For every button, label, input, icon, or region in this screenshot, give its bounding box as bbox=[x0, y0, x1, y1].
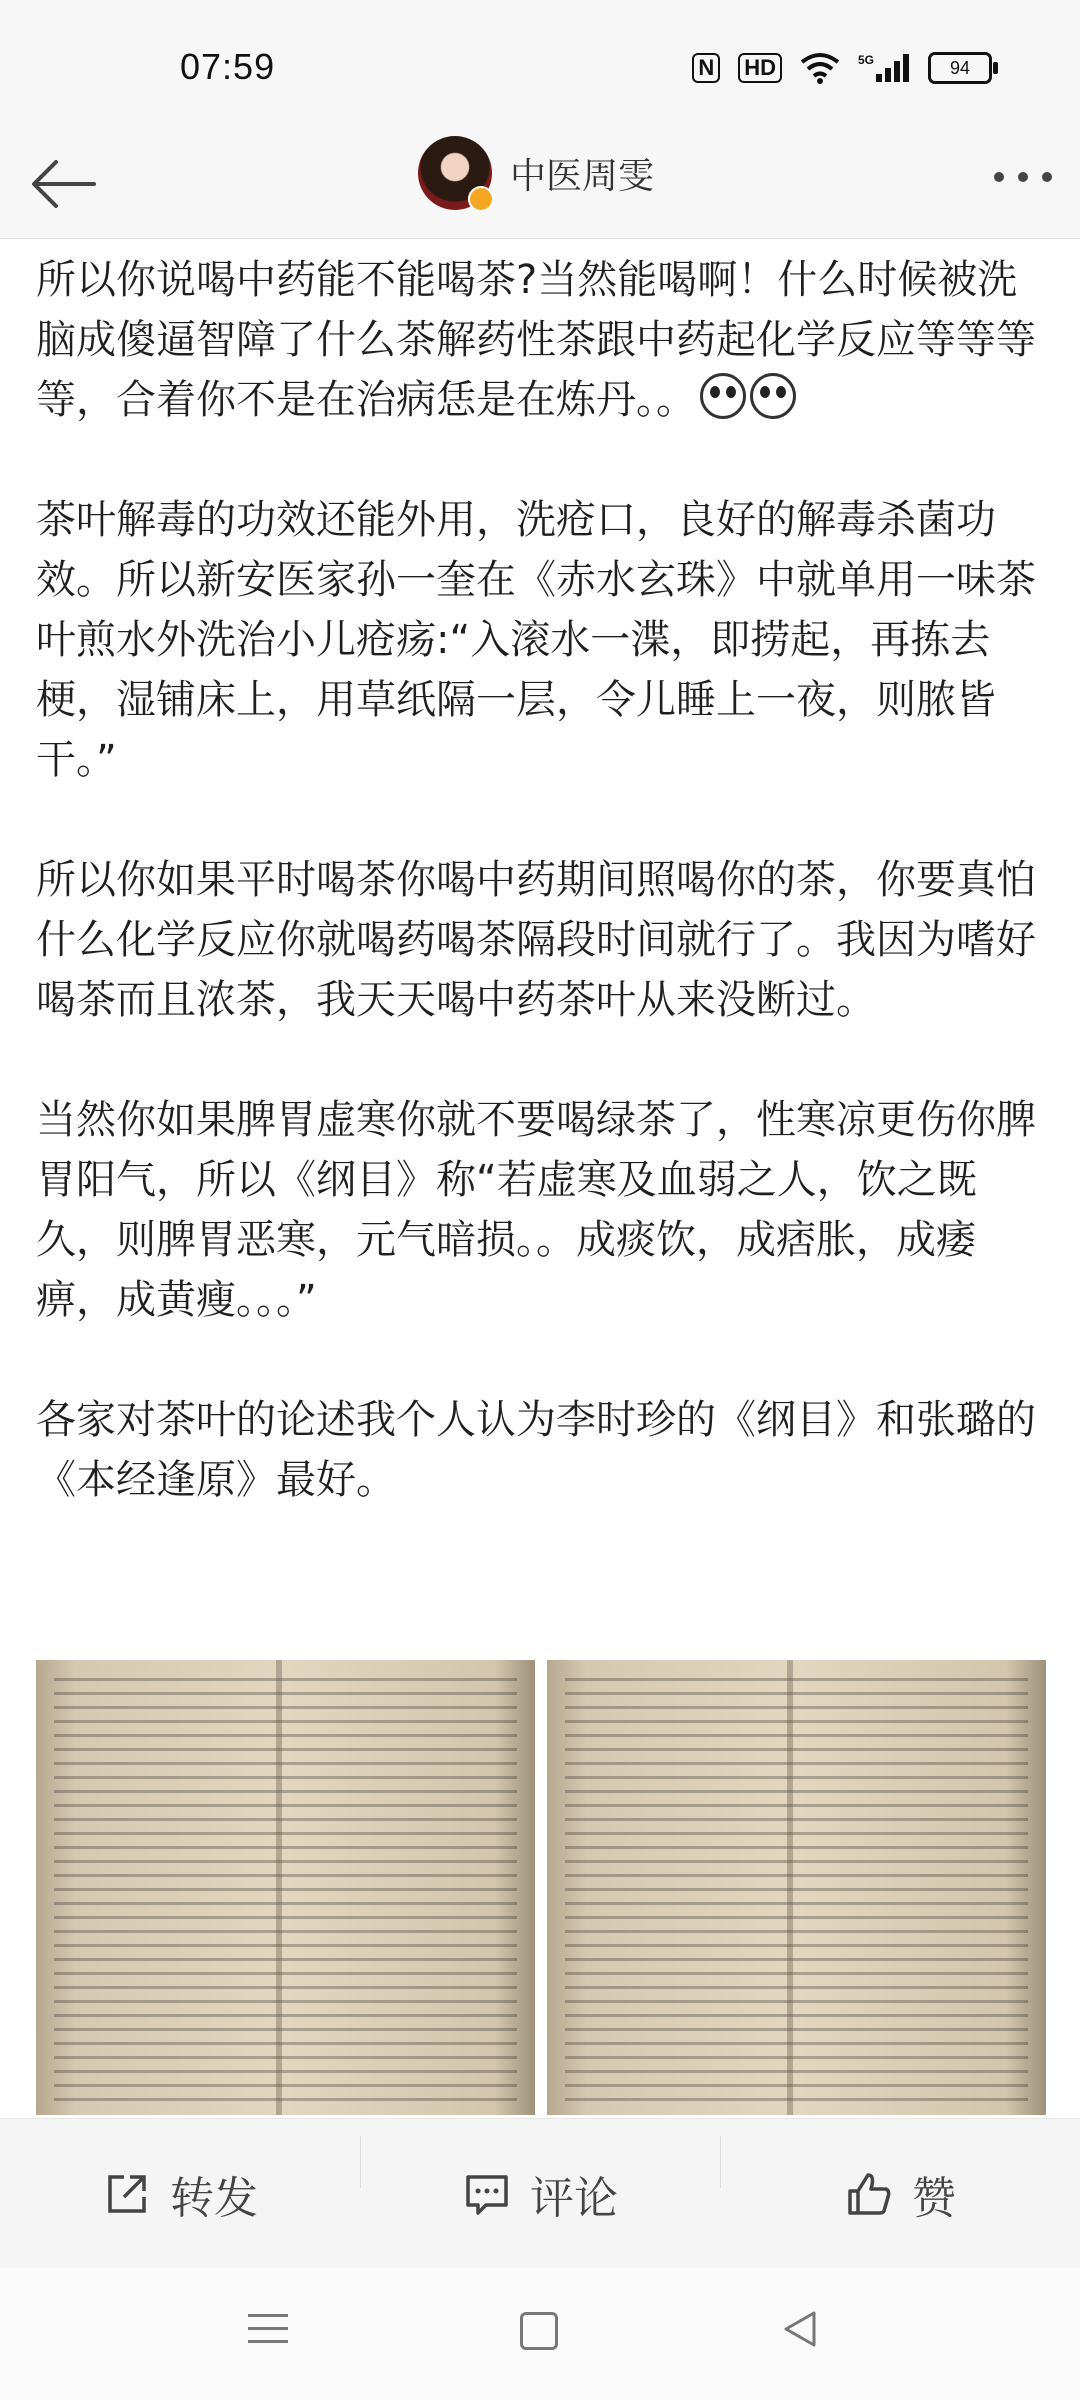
surprised-face-emoji-icon bbox=[750, 373, 796, 419]
hd-icon: HD bbox=[738, 53, 782, 83]
nfc-icon: N bbox=[692, 53, 720, 83]
comment-label: 评论 bbox=[530, 2173, 618, 2224]
repost-label: 转发 bbox=[170, 2173, 258, 2224]
author-profile[interactable] bbox=[418, 136, 654, 210]
post-header bbox=[0, 128, 1080, 239]
status-icons bbox=[692, 52, 992, 84]
author-username[interactable]: 中医周雯 bbox=[510, 155, 655, 197]
verified-badge-icon bbox=[468, 186, 494, 212]
svg-text:5G: 5G bbox=[858, 53, 875, 67]
repost-button[interactable] bbox=[0, 2162, 360, 2226]
post-image-book-page[interactable] bbox=[547, 1660, 1046, 2115]
action-bar bbox=[0, 2118, 1080, 2269]
post-paragraph: 当然你如果脾胃虚寒你就不要喝绿茶了，性寒凉更伤你脾胃阳气，所以《纲目》称“若虚寒及血弱之人，饮之既久，则脾胃恶寒，元气暗损。。成痰饮，成痞胀，成痿痹，成黄瘦。。。” bbox=[36, 1097, 1036, 1323]
status-time: 07:59 bbox=[180, 46, 276, 87]
more-dots-icon[interactable] bbox=[994, 172, 1052, 182]
system-nav-bar bbox=[0, 2268, 1080, 2400]
post-paragraph: 所以你说喝中药能不能喝茶?当然能喝啊！什么时候被洗脑成傻逼智障了什么茶解药性茶跟中药起化学反应等等等等，合着你不是在治病恁是在炼丹。。 bbox=[36, 257, 1036, 423]
wifi-icon bbox=[800, 52, 840, 84]
post-image-book-page[interactable] bbox=[36, 1660, 535, 2115]
post-content bbox=[36, 250, 1046, 1510]
like-label: 赞 bbox=[912, 2173, 956, 2224]
arrow-left-icon[interactable] bbox=[22, 142, 106, 226]
menu-icon[interactable] bbox=[248, 2314, 288, 2353]
comment-icon bbox=[462, 2169, 512, 2219]
post-paragraph: 各家对茶叶的论述我个人认为李时珍的《纲目》和张璐的《本经逢原》最好。 bbox=[36, 1397, 1036, 1503]
thumbs-up-icon bbox=[844, 2169, 894, 2219]
post-paragraph: 所以你如果平时喝茶你喝中药期间照喝你的茶，你要真怕什么化学反应你就喝药喝茶隔段时间就行了。我因为嗜好喝茶而且浓茶，我天天喝中药茶叶从来没断过。 bbox=[36, 857, 1036, 1023]
battery-icon: 94 bbox=[928, 52, 992, 84]
surprised-face-emoji-icon bbox=[700, 373, 746, 419]
comment-button[interactable] bbox=[360, 2162, 720, 2226]
post-paragraph: 茶叶解毒的功效还能外用，洗疮口，良好的解毒杀菌功效。所以新安医家孙一奎在《赤水玄珠》中就单用一味茶叶煎水外洗治小儿疮疡:“入滚水一渫，即捞起，再拣去梗，湿铺床上，用草纸隔一层，令儿睡上一夜，则脓皆干。” bbox=[36, 497, 1036, 783]
back-triangle-icon[interactable] bbox=[782, 2310, 818, 2348]
like-button[interactable] bbox=[720, 2162, 1080, 2226]
home-square-icon[interactable] bbox=[520, 2312, 558, 2350]
status-bar bbox=[0, 0, 1080, 128]
5g-signal-icon bbox=[858, 52, 910, 84]
avatar[interactable] bbox=[418, 136, 492, 210]
share-icon bbox=[102, 2169, 152, 2219]
post-images bbox=[36, 1660, 1046, 2115]
